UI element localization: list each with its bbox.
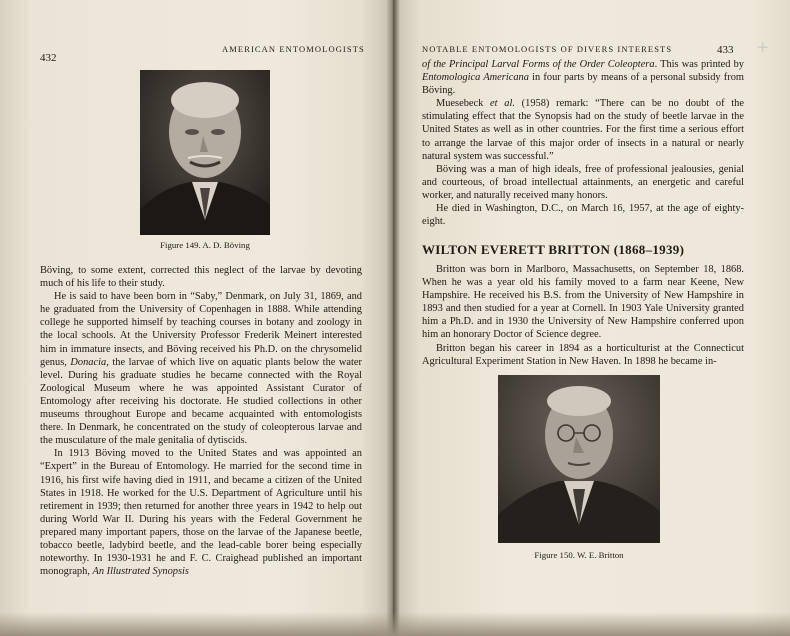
left-body-text (40, 264, 362, 578)
figure-caption-150: Figure 150. W. E. Britton (534, 550, 624, 560)
right-paragraph-2-text-a: Muesebeck (436, 98, 491, 110)
publisher-name: Entomologica Americana (422, 72, 529, 84)
left-paragraph-2 (40, 290, 362, 447)
running-head-left: AMERICAN ENTOMOLOGISTS (222, 44, 365, 54)
right-page (392, 0, 790, 636)
right-paragraph-1-text-b: in four parts by means of a personal subsidy from Böving. (422, 72, 744, 97)
portrait-boving-image (140, 70, 270, 235)
right-paragraph-2-text-b: (1958) remark: “There can be no doubt of the stimulating effect that the Synopsis had on the study of beetle larvae in the United States as well as in other countries. For the first time a serious effort to arrange the larvae of this major order of insects in a natural or nearly natural system was successful.” (422, 98, 744, 162)
page-number-right: 433 (717, 44, 734, 56)
et-al: et al. (490, 98, 515, 110)
section-title-britton: WILTON EVERETT BRITTON (1868–1939) (422, 242, 685, 257)
book-gutter (386, 0, 400, 636)
britton-paragraph-1: Britton was born in Marlboro, Massachusetts, on September 18, 1868. When he was a year old his family moved to a farm near Keene, New Hampshire. He received his B.S. from the University of New Hampshire in 1893 and then studied for a year at Cornell. In 1903 Yale University granted him a Ph.D. and in 1930 the University of New Hampshire conferred upon him an honorary Doctor of Science degree. (422, 264, 744, 341)
watermark-mark: ✕ (752, 38, 772, 58)
left-page (0, 0, 392, 636)
portrait-britton (498, 375, 660, 543)
britton-paragraph-2: Britton began his career in 1894 as a horticulturist at the Connecticut Agricultural Experiment Station in New Haven. In 1898 he became in- (422, 342, 744, 367)
running-head-right: NOTABLE ENTOMOLOGISTS OF DIVERS INTERESTS (422, 44, 673, 54)
right-paragraph-1 (422, 58, 744, 97)
left-paragraph-1: Böving, to some extent, corrected this neglect of the larvae by devoting much of his life to their study. (40, 265, 362, 290)
genus-name: Donacia (70, 356, 107, 368)
right-paragraph-4: He died in Washington, D.C., on March 16, 1957, at the age of eighty-eight. (422, 203, 744, 228)
right-paragraph-3: Böving was a man of high ideals, free of professional jealousies, genial and courteous, of broad intellectual attainments, an energetic and careful worker, and naturally received many honors. (422, 163, 744, 201)
right-paragraph-2 (422, 97, 744, 162)
left-paragraph-2-text-a: He is said to have been born in “Saby,” Denmark, on July 31, 1869, and he graduated from the University of Copenhagen in 1888. While attending college he supported himself by teaching courses in botany and zoology in the local schools. At the University Professor Frederik Meinert interested him in immature insects, and Böving received his Ph.D. on the chrysomelid genus, (40, 291, 362, 368)
monograph-title-start: An Illustrated Synopsis (92, 566, 189, 578)
left-paragraph-3-text: In 1913 Böving moved to the United States and was appointed an “Expert” in the Bureau of Entomology. He married for the second time in 1916, his first wife having died in 1911, and became a citizen of the United States in 1918. He worked for the U.S. Department of Agriculture until his retirement in 1939; then returned for another three years in 1942 to help out during World War II. During his years with the Federal Government he prepared many important papers, those on the larvae of the Japanese beetle, tobacco beetle, ladybird beetle, and the lead-cable borer being especially noteworthy. In 1930-1931 he and F. C. Craighead published an important monograph, (40, 448, 362, 578)
figure-caption-149: Figure 149. A. D. Böving (160, 240, 250, 250)
left-paragraph-3 (40, 447, 362, 578)
monograph-title-end: of the Principal Larval Forms of the Order Coleoptera (422, 59, 655, 70)
portrait-boving (140, 70, 270, 235)
left-paragraph-2-text-b: , the larvae of which live on aquatic plants below the water level. During his graduate studies he became connected with the Royal Zoological Museum where he was appointed Assistant Curator of Entomology after receiving his doctorate. He studied collections in other museums throughout Europe and became acquainted with entomologists there. In Denmark, he concentrated on the study of coleopterous larvae and the musculature of the male genitalia of dytiscids. (40, 356, 363, 447)
portrait-britton-image (498, 375, 660, 543)
page-bottom-edge (0, 612, 790, 636)
right-paragraph-1-text-a: . This was printed by (654, 59, 744, 70)
britton-body-text (422, 263, 744, 368)
right-body-text (422, 58, 744, 228)
page-number-left: 432 (40, 52, 57, 64)
